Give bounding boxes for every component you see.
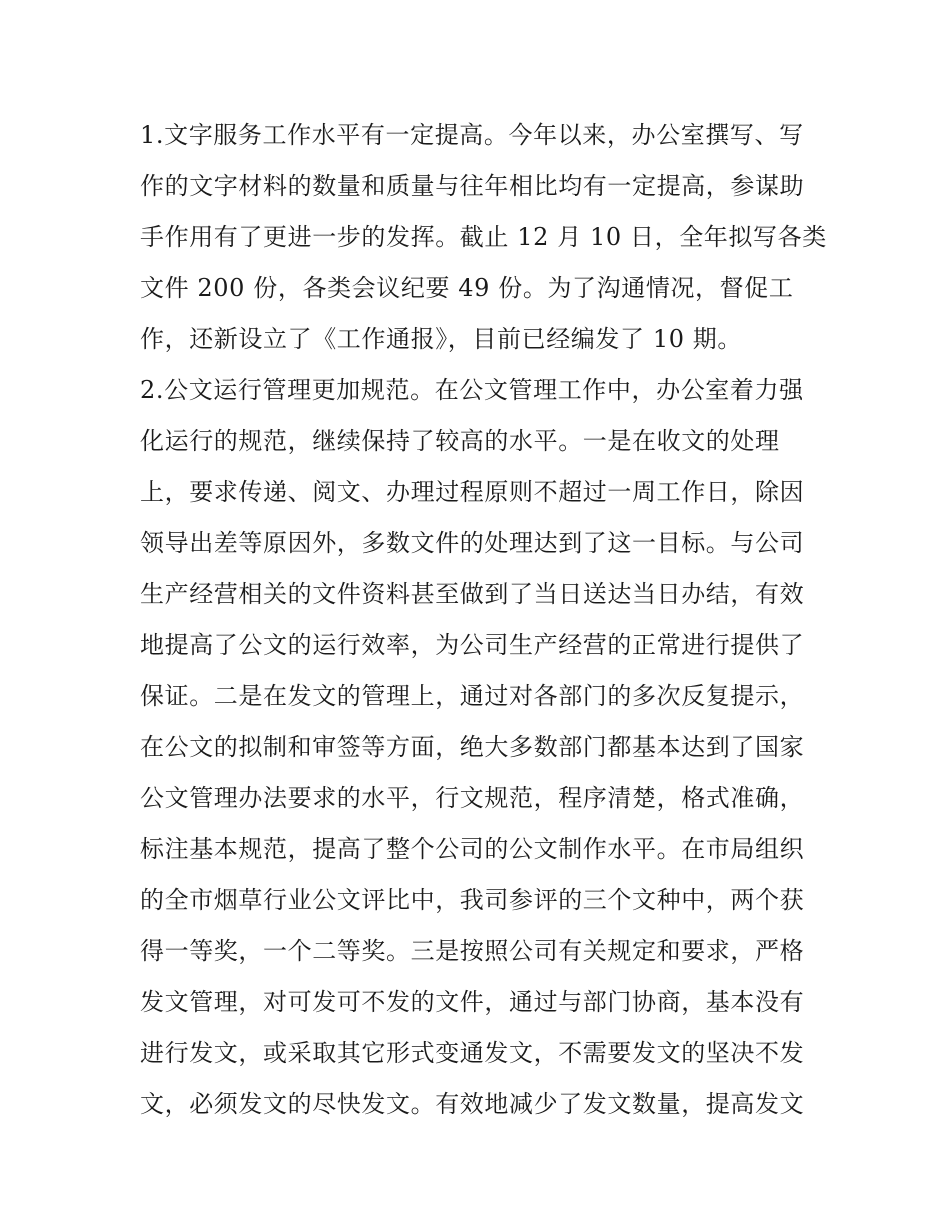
- body-text: [140, 110, 827, 1130]
- text-line: 的全市烟草行业公文评比中，我司参评的三个文种中，两个获: [140, 886, 805, 914]
- text-line: 手作用有了更进一步的发挥。截止 12 月 10 日，全年拟写各类: [140, 223, 827, 251]
- text-line: 领导出差等原因外，多数文件的处理达到了这一目标。与公司: [140, 529, 805, 557]
- text-line: 文，必须发文的尽快发文。有效地减少了发文数量，提高发文: [140, 1090, 805, 1118]
- text-line: 进行发文，或采取其它形式变通发文，不需要发文的坚决不发: [140, 1039, 805, 1067]
- text-line: 标注基本规范，提高了整个公司的公文制作水平。在市局组织: [140, 835, 805, 863]
- text-line: 保证。二是在发文的管理上，通过对各部门的多次反复提示，: [140, 682, 805, 710]
- text-line: 地提高了公文的运行效率，为公司生产经营的正常进行提供了: [140, 631, 805, 659]
- text-line: 生产经营相关的文件资料甚至做到了当日送达当日办结，有效: [140, 580, 805, 608]
- text-line: 公文管理办法要求的水平，行文规范，程序清楚，格式准确，: [140, 784, 805, 812]
- text-line: 作，还新设立了《工作通报》，目前已经编发了 10 期。: [140, 325, 742, 353]
- text-line: 1.文字服务工作水平有一定提高。今年以来，办公室撰写、写: [140, 121, 804, 149]
- text-line: 作的文字材料的数量和质量与往年相比均有一定提高，参谋助: [140, 172, 805, 200]
- text-line: 上，要求传递、阅文、办理过程原则不超过一周工作日，除因: [140, 478, 805, 506]
- text-line: 得一等奖，一个二等奖。三是按照公司有关规定和要求，严格: [140, 937, 805, 965]
- text-line: 文件 200 份，各类会议纪要 49 份。为了沟通情况，督促工: [140, 274, 794, 302]
- text-line: 在公文的拟制和审签等方面，绝大多数部门都基本达到了国家: [140, 733, 805, 761]
- text-line: 发文管理，对可发可不发的文件，通过与部门协商，基本没有: [140, 988, 805, 1016]
- text-line: 化运行的规范，继续保持了较高的水平。一是在收文的处理: [140, 427, 780, 455]
- text-line: 2.公文运行管理更加规范。在公文管理工作中，办公室着力强: [140, 376, 804, 404]
